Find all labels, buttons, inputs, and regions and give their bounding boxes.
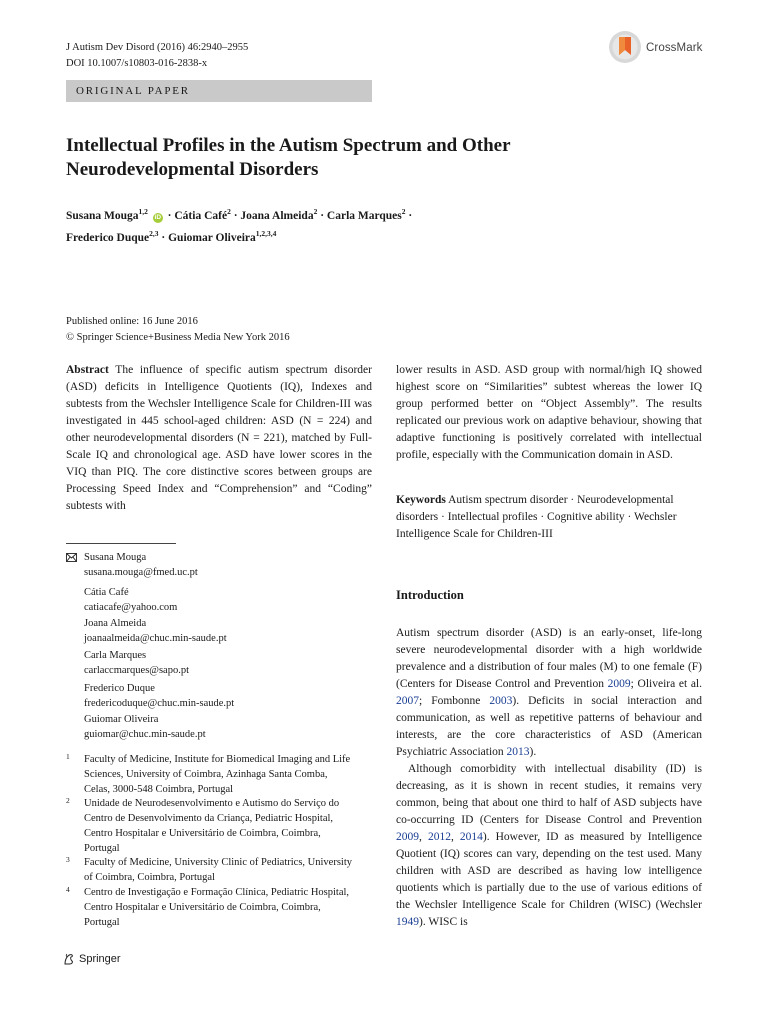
affiliation	[66, 796, 356, 856]
affiliation	[66, 855, 356, 885]
contact-email[interactable]: carlaccmarques@sapo.pt	[84, 665, 189, 676]
affiliation-text: Faculty of Medicine, Institute for Biomedical Imaging and Life Sciences, University of Coimbra, Azinhaga Santa Comba, Celas, 3000-548 Coimbra, Portugal	[84, 754, 351, 795]
affiliation	[66, 752, 356, 797]
abstract-right: lower results in ASD. ASD group with normal/high IQ showed highest score on “Similarities” subtest whereas the lower IQ group performed better on “Object Assembly”. The results replicated our previous work on adaptive behaviour, showing that adaptive functioning is positively correlated with intellectual profile, especially with the Communication domain in ASD.	[396, 364, 702, 461]
contact-name: Frederico Duque	[84, 683, 155, 694]
springer-footer	[62, 952, 121, 966]
introduction-body	[396, 625, 702, 931]
intro-paragraph-2	[396, 761, 702, 931]
section-label: ORIGINAL PAPER	[66, 80, 372, 102]
contact-email[interactable]: catiacafe@yahoo.com	[84, 602, 178, 613]
affiliation-text: Unidade de Neurodesenvolvimento e Autismo do Serviço do Centro de Desenvolvimento da Criança, Pediatric Hospital, Centro Hospitalar e Universitário de Coimbra, Coimbra, Portugal	[84, 798, 340, 854]
text-run: ,	[419, 831, 428, 843]
copyright: © Springer Science+Business Media New York 2016	[66, 332, 290, 343]
author-affil-sup: 2	[227, 207, 231, 216]
citation-link[interactable]: 1949	[396, 916, 419, 928]
crossmark-label: CrossMark	[646, 42, 703, 54]
abstract-left	[66, 362, 372, 515]
text-run: ). WISC is	[419, 916, 468, 928]
citation-link[interactable]: 2003	[489, 695, 513, 707]
affiliation	[66, 885, 356, 930]
contact-name: Cátia Café	[84, 587, 129, 598]
contact-entry	[84, 616, 227, 646]
article-title	[66, 134, 706, 182]
contact-email[interactable]: susana.mouga@fmed.uc.pt	[84, 567, 198, 578]
affiliation-text: Centro de Investigação e Formação Clínica, Pediatric Hospital, Centro Hospitalar e Universitário de Coimbra, Coimbra, Portugal	[84, 887, 350, 928]
keywords-text: Autism spectrum disorder · Neurodevelopmental disorders · Intellectual profiles · Cognitive ability · Wechsler Intelligence Scale for Children-III	[396, 494, 677, 540]
author-separator: ·	[408, 209, 413, 222]
published-date: Published online: 16 June 2016	[66, 316, 198, 327]
citation-link[interactable]: 2007	[396, 695, 419, 707]
footnote-divider	[66, 543, 176, 544]
abstract-text-left: The influence of specific autism spectrum disorder (ASD) deficits in Intelligence Quotients (IQ), Indexes and subtests from the Wechsler Intelligence Scale for Children-III was investigated in 445 school-aged children: ASD (N = 224) and other neurodevelopmental disorders (N = 221), matched by Full-Scale IQ and chronological age. ASD have lower scores in the VIQ than PIQ. The core distinctive scores between groups are Processing Speed Index and “Comprehension” and “Coding” subtests with	[66, 364, 372, 512]
springer-horse-icon	[62, 952, 76, 966]
author-affil-sup: 2	[313, 207, 318, 216]
author-line-1	[66, 203, 706, 225]
author-affil-sup: 1,2,3,4	[255, 228, 277, 238]
contact-email[interactable]: joanaalmeida@chuc.min-saude.pt	[84, 633, 227, 644]
affiliation-number: 2	[66, 796, 70, 805]
author-affil-sup: 2	[401, 207, 406, 216]
citation-link[interactable]: 2009	[396, 831, 419, 843]
crossmark-icon	[608, 29, 642, 67]
affiliation-text: Faculty of Medicine, University Clinic of Pediatrics, University of Coimbra, Coimbra, Portugal	[84, 857, 352, 883]
author-name[interactable]: · Cátia Café	[167, 209, 228, 222]
text-run: ).	[529, 746, 537, 758]
contact-entry	[84, 648, 189, 678]
text-run: ,	[450, 831, 460, 843]
doi[interactable]: DOI 10.1007/s10803-016-2838-x	[66, 58, 208, 69]
contact-entry	[84, 712, 206, 742]
envelope-icon	[66, 553, 77, 562]
contact-name: Susana Mouga	[84, 552, 147, 563]
title-line-1: Intellectual Profiles in the Autism Spectrum and Other	[66, 135, 511, 156]
contact-entry	[84, 681, 234, 711]
text-run: ). However, ID as measured by Intelligence Quotient (IQ) scores can vary, depending on the test used. Many children with ASD are described as having low intelligence quotients which is partially due to the use of various editions of the Wechsler Intelligence Scale for Children (WISC) (Wechsler	[396, 831, 703, 911]
orcid-icon[interactable]: iD	[154, 213, 162, 221]
citation-link[interactable]: 2012	[427, 831, 451, 843]
contact-email[interactable]: guiomar@chuc.min-saude.pt	[84, 729, 206, 740]
keywords-label: Keywords	[396, 494, 446, 506]
publication-info	[66, 314, 290, 346]
contact-email[interactable]: fredericoduque@chuc.min-saude.pt	[84, 698, 235, 709]
contact-name: Carla Marques	[84, 650, 147, 661]
contact-entry	[84, 550, 198, 580]
text-run: ; Fombonne	[419, 695, 490, 707]
affiliation-number: 3	[66, 855, 70, 864]
contact-entry	[84, 585, 177, 615]
crossmark-badge[interactable]	[608, 28, 708, 68]
journal-citation: J Autism Dev Disord (2016) 46:2940–2955	[66, 42, 249, 53]
author-affil-sup: 2,3	[149, 228, 159, 238]
citation-link[interactable]: 2013	[506, 746, 530, 758]
affiliation-number: 1	[66, 752, 70, 761]
citation-link[interactable]: 2009	[607, 678, 631, 690]
journal-header	[66, 40, 248, 72]
text-run: Although comorbidity with intellectual disability (ID) is decreasing, as it is shown in recent studies, it remains very common, being that about one third to half of ASD subjects have co-occurring ID (Centers for Disease Control and Prevention	[396, 763, 702, 826]
introduction-heading: Introduction	[396, 588, 464, 602]
abstract-label: Abstract	[66, 364, 109, 376]
author-name[interactable]: Susana Mouga	[66, 209, 139, 222]
intro-paragraph-1	[396, 625, 702, 761]
author-name[interactable]: Frederico Duque	[66, 231, 150, 244]
text-run: Autism spectrum disorder (ASD) is an early-onset, life-long severe neurodevelopmental disorder with a high worldwide prevalence and a distribution of four males (M) to one female (F) (Centers for Disease Control and Prevention	[396, 627, 702, 690]
citation-link[interactable]: 2014	[459, 831, 483, 843]
author-line-2	[66, 225, 706, 247]
affiliation-number: 4	[66, 885, 70, 894]
author-list	[66, 203, 706, 247]
author-name[interactable]: · Carla Marques	[320, 209, 402, 222]
keywords	[396, 492, 702, 543]
contact-name: Guiomar Oliveira	[84, 714, 159, 725]
contact-name: Joana Almeida	[84, 618, 147, 629]
publisher-name: Springer	[79, 953, 121, 965]
text-run: ; Oliveira et al.	[630, 678, 702, 690]
author-name[interactable]: · Guiomar Oliveira	[161, 231, 256, 244]
text-run: ). Deficits in social interaction and communication, as well as repetitive patterns of behaviour and interests, are the core characteristics of ASD (American Psychiatric Association	[396, 695, 703, 758]
author-name[interactable]: · Joana Almeida	[233, 209, 314, 222]
author-affil-sup: 1,2	[138, 207, 148, 216]
title-line-2: Neurodevelopmental Disorders	[66, 159, 319, 180]
